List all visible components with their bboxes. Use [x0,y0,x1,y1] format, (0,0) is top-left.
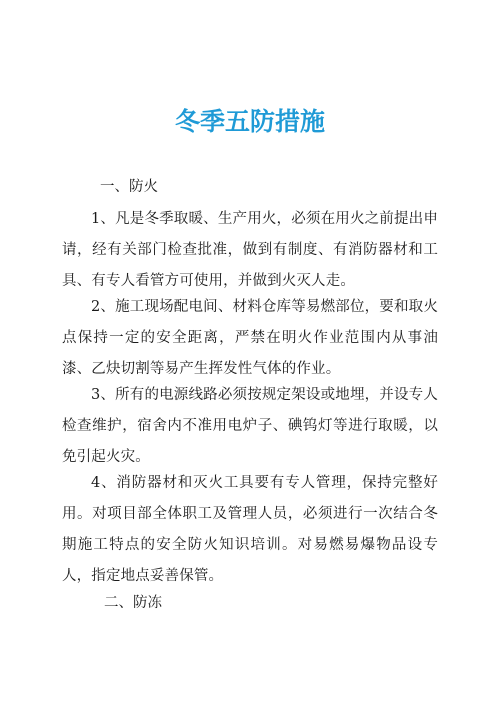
paragraph-4: 4、消防器材和灭火工具要有专人管理，保持完整好用。对项目部全体职工及管理人员，必须进行一次结合冬期施工特点的安全防火知识培训。对易燃易爆物品设专人，指定地点妥善保管。 [62,475,438,584]
section-heading-fire: 一、防火 [100,179,158,195]
page-title: 冬季五防措施 [174,107,325,136]
paragraph-3: 3、所有的电源线路必须按规定架设或地埋，并设专人检查维护，宿舍内不准用电炉子、碘钨灯等进行取暖，以免引起火灾。 [62,387,438,465]
paragraph-1: 1、凡是冬季取暖、生产用火，必须在用火之前提出申请，经有关部门检查批准，做到有制度、有消防器材和工具、有专人看管方可使用，并做到火灭人走。 [62,211,438,289]
section-heading-freeze: 二、防冻 [104,595,162,611]
paragraph-2: 2、施工现场配电间、材料仓库等易燃部位，要和取火点保持一定的安全距离，严禁在明火作业范围内从事油漆、乙炔切割等易产生挥发性气体的作业。 [62,299,438,377]
